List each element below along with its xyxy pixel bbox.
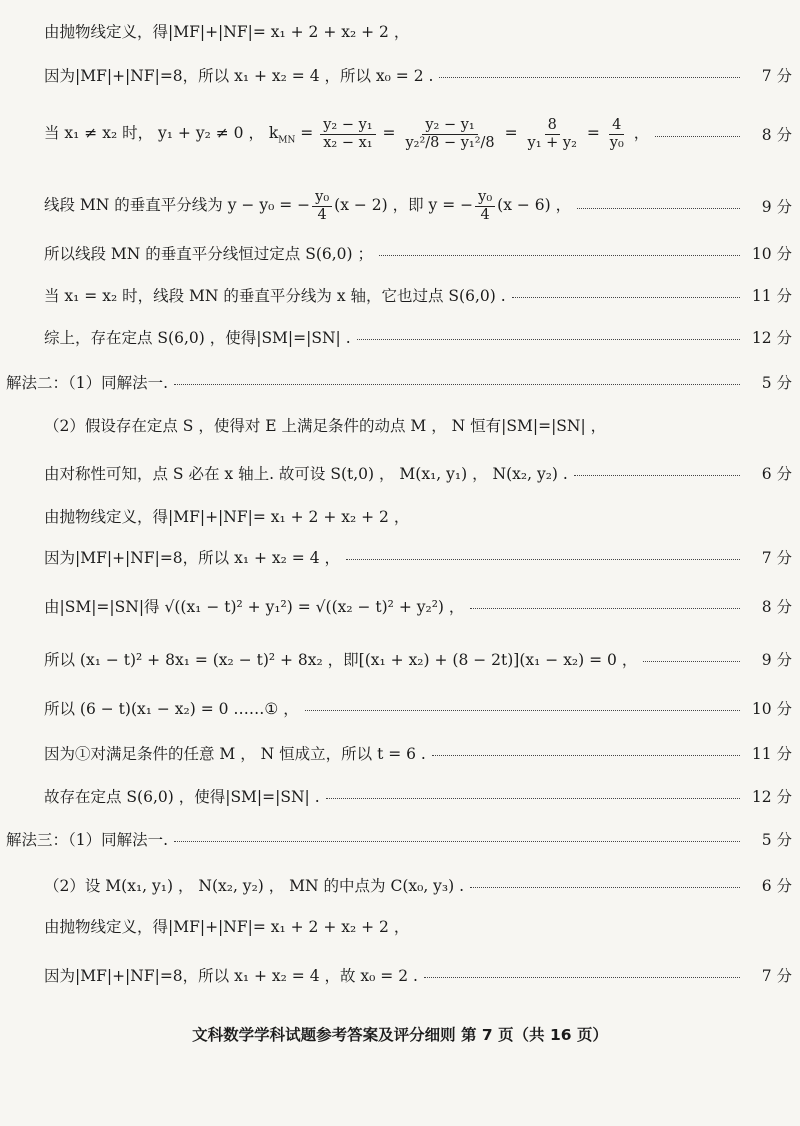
solution-line [0,697,800,719]
dot-leader [574,475,740,476]
line-text: 由对称性可知，点 S 必在 x 轴上. 故可设 S(t,0) ， M(x₁, y₁) ， N(x₂, y₂) . [44,465,568,483]
score-label: 6 分 [761,877,792,895]
solution-line [0,595,800,617]
dot-leader [470,608,740,609]
line-text: 由抛物线定义，得|MF|+|NF|= x₁ + 2 + x₂ + 2 ， [44,918,410,936]
solution-line [0,828,800,850]
solution-line [0,742,800,764]
line-text-pre: 当 x₁ ≠ x₂ 时， y₁ + y₂ ≠ 0 ， k [44,124,279,142]
solution-line [0,104,800,164]
dot-leader [577,208,740,209]
fraction-denominator: x₂ − x₁ [323,134,373,151]
fraction-numerator: y₂ − y₁ [422,117,477,135]
dot-leader [655,136,740,137]
fraction-numerator: y₀ [312,189,332,207]
fraction [607,117,627,151]
solution-line [0,414,800,436]
dot-leader [305,710,740,711]
solution-line [0,505,800,527]
dot-leader [174,841,740,842]
line-text-mid: (x − 2) ，即 y = − [334,196,474,214]
score-label: 7 分 [761,967,792,985]
line-text: 所以 (x₁ − t)² + 8x₁ = (x₂ − t)² + 8x₂ ，即[(x₁ + x₂) + (8 − 2t)](x₁ − x₂) = 0 ， [44,651,638,669]
fraction-numerator: 8 [545,117,560,135]
dot-leader [643,661,740,662]
score-label: 12 分 [751,788,792,806]
solution-line [0,785,800,807]
fraction [525,117,580,151]
line-text: （2）假设存在定点 S ，使得对 E 上满足条件的动点 M ， N 恒有|SM|=|SN| ， [44,417,607,435]
line-text: 解法二：（1）同解法一. [6,374,169,392]
line-text: 因为①对满足条件的任意 M ， N 恒成立，所以 t = 6 . [44,745,426,763]
fraction-denominator: 4 [480,206,490,223]
line-text: 所以线段 MN 的垂直平分线恒过定点 S(6,0) ； [44,245,374,263]
dot-leader [432,755,740,756]
score-label: 7 分 [761,549,792,567]
line-text-post: (x − 6) ， [497,196,572,214]
line-text: 当 x₁ = x₂ 时，线段 MN 的垂直平分线为 x 轴，它也过点 S(6,0) . [44,287,506,305]
line-text: 故存在定点 S(6,0) ，使得|SM|=|SN| . [44,788,320,806]
dot-leader [424,977,740,978]
score-label: 10 分 [751,245,792,263]
solution-line [0,326,800,348]
solution-line [0,20,800,42]
solution-line [0,648,800,670]
dot-leader [346,559,740,560]
fraction [320,117,375,151]
fraction [475,189,495,223]
solution-line [0,462,800,484]
score-label: 12 分 [751,329,792,347]
dot-leader [470,887,740,888]
line-text: 因为|MF|+|NF|=8，所以 x₁ + x₂ = 4 ，故 x₀ = 2 . [44,967,418,985]
score-label: 10 分 [751,700,792,718]
line-text-pre: 线段 MN 的垂直平分线为 y − y₀ = − [44,196,311,214]
dot-leader [174,384,740,385]
solution-line [0,915,800,937]
solution-line [0,874,800,896]
line-text: 综上，存在定点 S(6,0) ，使得|SM|=|SN| . [44,329,351,347]
line-text: 解法三：（1）同解法一. [6,831,169,849]
score-label: 6 分 [761,465,792,483]
line-text: 因为|MF|+|NF|=8，所以 x₁ + x₂ = 4 ， [44,549,340,567]
slope-subscript: MN [278,135,296,146]
dot-leader [326,798,740,799]
fraction-denominator: y₀ [609,134,624,151]
dot-leader [357,339,740,340]
solution-line [0,284,800,306]
solution-line [0,371,800,393]
line-text: （2）设 M(x₁, y₁) ， N(x₂, y₂) ， MN 的中点为 C(x₀, y₃) . [44,877,465,895]
fraction-numerator: y₀ [475,189,495,207]
fraction-denominator: y₁ + y₂ [527,134,577,151]
line-text [44,189,571,223]
score-label: 8 分 [761,126,792,144]
page-footer: 文科数学学科试题参考答案及评分细则 第 7 页（共 16 页） [192,1026,608,1044]
score-label: 11 分 [751,287,792,305]
score-label: 11 分 [751,745,792,763]
score-label: 5 分 [761,374,792,392]
fraction [402,117,497,151]
score-label: 5 分 [761,831,792,849]
solution-line [0,964,800,986]
dot-leader [512,297,740,298]
score-label: 9 分 [761,651,792,669]
score-label: 9 分 [761,198,792,216]
solution-line [0,242,800,264]
dot-leader [379,255,740,256]
line-text: 由抛物线定义，得|MF|+|NF|= x₁ + 2 + x₂ + 2 ， [44,23,410,41]
fraction-numerator: 4 [609,117,624,135]
solution-line [0,184,800,228]
solution-line [0,546,800,568]
line-text: 所以 (6 − t)(x₁ − x₂) = 0 ……① ， [44,700,299,718]
fraction-numerator: y₂ − y₁ [320,117,375,135]
line-text: 当 x₁ ≠ x₂ 时， y₁ + y₂ ≠ 0 ， $k_{MN}$ = $\frac{\text{y₂ − y₁}}{\text{x₂ − x₁}}$ = $\frac{\text{y₂ − y₁}}{\text{y₂²/8 − y₁²/8}}$ = $\frac{8}{\text{y₁ + y₂}}$ = $\frac{4}{\text{y₀}}$ ， [44,116,650,151]
solution-line [0,64,800,86]
score-label: 7 分 [761,67,792,85]
fraction-denominator: y₂²/8 − y₁²/8 [405,134,495,151]
line-text-post: ， [628,124,650,142]
equals-sign: = [295,124,319,142]
fraction-denominator: 4 [317,206,327,223]
line-text: 由抛物线定义，得|MF|+|NF|= x₁ + 2 + x₂ + 2 ， [44,508,410,526]
line-text: 因为|MF|+|NF|=8，所以 x₁ + x₂ = 4 ，所以 x₀ = 2 . [44,67,434,85]
dot-leader [439,77,740,78]
score-label: 8 分 [761,598,792,616]
line-text: 由|SM|=|SN|得 √((x₁ − t)² + y₁²) = √((x₂ − t)² + y₂²) ， [44,598,465,616]
fraction [312,189,332,223]
